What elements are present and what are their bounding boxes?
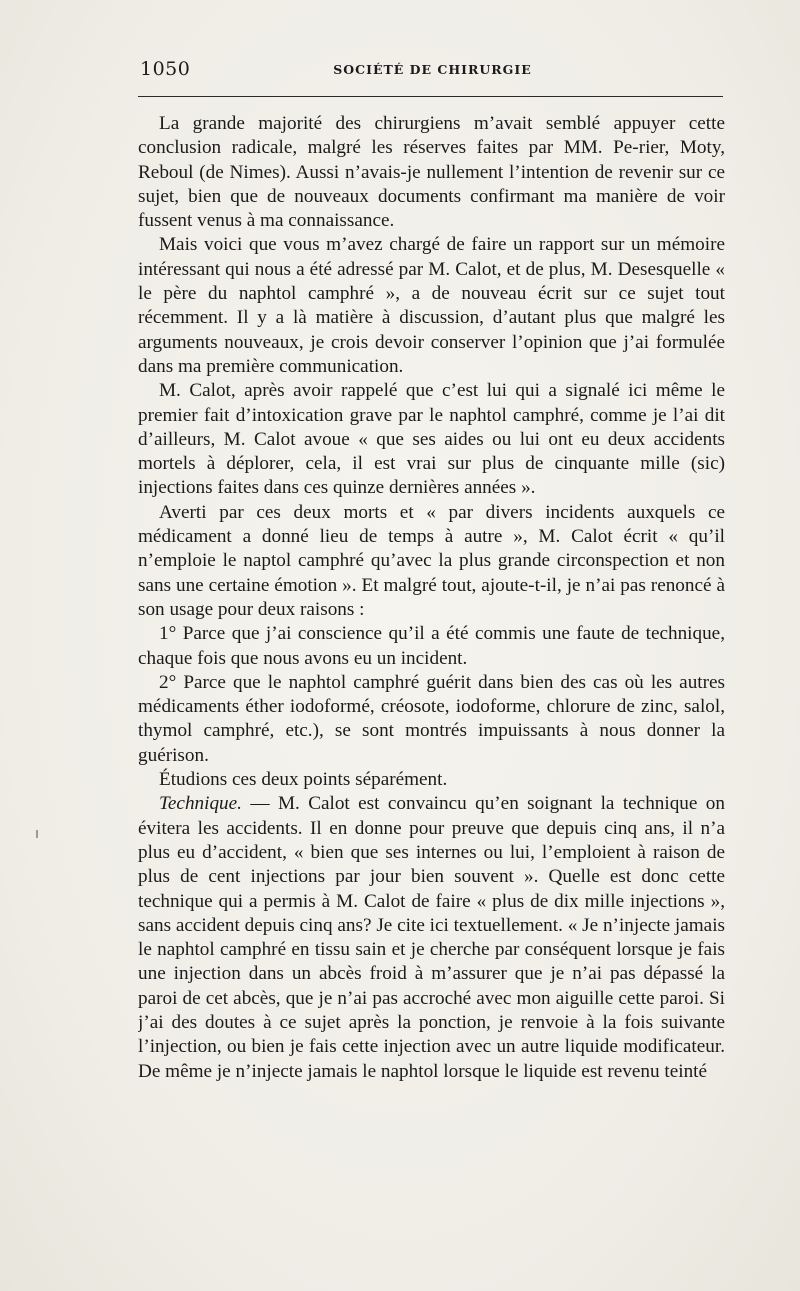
technique-paragraph: [138, 792, 725, 1084]
header-rule: [138, 96, 723, 97]
paragraph: Averti par ces deux morts et « par divers incidents auxquels ce médicament a donné lieu de temps à autre », M. Calot écrit « qu’il n’emploie le naptol camphré qu’avec la plus grande circonspection et non sans une certaine émotion ». Et malgré tout, ajoute-t-il, je n’ai pas renoncé à son usage pour deux raisons :: [138, 501, 725, 620]
running-head: SOCIÉTÉ DE CHIRURGIE: [333, 62, 532, 77]
scan-edge-mark: [36, 830, 38, 838]
technique-text: — M. Calot est convaincu qu’en soignant la technique on évitera les accidents. Il en donne pour preuve que depuis cinq ans, il n’a plus eu d’accident, « bien que ses internes ou lui, l’emploient à raison de plus de cent injections par jour bien souvent ». Quelle est donc cette technique qui a permis à M. Calot de faire « plus de dix mille injections », sans accident depuis cinq ans? Je cite ici textuellement. « Je n’injecte jamais le naphtol camphré en tissu sain et je cherche par conséquent lorsque je fais une injection dans un abcès froid à m’assurer que je n’ai pas dépassé la paroi de cet abcès, que je n’ai pas accroché avec mon aiguille cette paroi. Si j’ai des doutes à ce sujet après la ponction, je renvoie à la fois suivante l’injection, ou bien je fais cette injection avec un autre liquide modificateur. De même je n’injecte jamais le naphtol lorsque le liquide est revenu teinté: [138, 793, 725, 1082]
paragraph: 1° Parce que j’ai conscience qu’il a été commis une faute de technique, chaque fois que nous avons eu un incident.: [138, 623, 725, 669]
paragraph: Mais voici que vous m’avez chargé de faire un rapport sur un mémoire intéressant qui nous a été adressé par M. Calot, et de plus, M. Desesquelle « le père du naphtol camphré », a de nouveau écrit sur ce sujet tout récemment. Il y a là matière à discussion, d’autant plus que malgré les arguments nouveaux, je crois devoir conserver l’opinion que j’ai formulée dans ma première communication.: [138, 234, 725, 377]
page-header: [140, 58, 725, 84]
paragraph: M. Calot, après avoir rappelé que c’est lui qui a signalé ici même le premier fait d’intoxication grave par le naphtol camphré, comme je l’ai dit d’ailleurs, M. Calot avoue « que ses aides ou lui ont eu deux accidents mortels à déplorer, cela, il est vrai sur plus de cinquante mille (sic) injections faites dans ces quinze dernières années ».: [138, 380, 725, 499]
paragraph: Étudions ces deux points séparément.: [159, 769, 448, 791]
technique-label: Technique.: [159, 793, 242, 815]
body-text: [138, 112, 725, 1192]
paragraph: La grande majorité des chirurgiens m’avait semblé appuyer cette conclusion radicale, malgré les réserves faites par MM. Pe-rier, Moty, Reboul (de Nimes). Aussi n’avais-je nullement l’intention de revenir sur ce sujet, bien que de nouveaux documents confirmant ma manière de voir fussent venus à ma connaissance.: [138, 113, 725, 232]
page-number: 1050: [140, 58, 191, 80]
paragraph: 2° Parce que le naphtol camphré guérit dans bien des cas où les autres médicaments éther iodoformé, créosote, iodoforme, chlorure de zinc, salol, thymol camphré, etc.), se sont montrés impuissants à nous donner la guérison.: [138, 671, 725, 766]
